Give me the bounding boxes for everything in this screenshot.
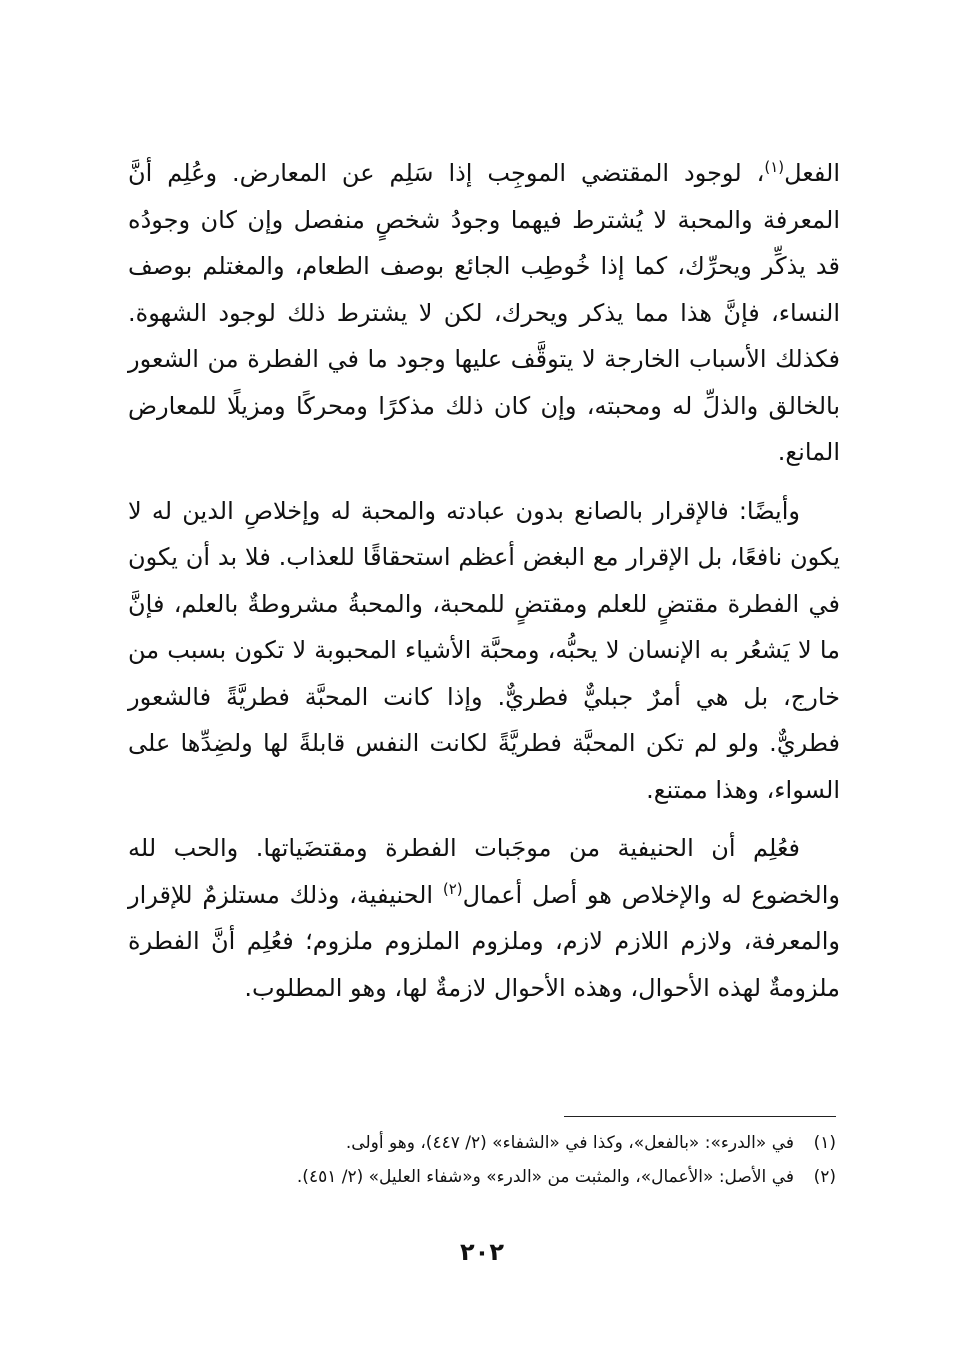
paragraph-1-part-1: الفعل <box>784 159 840 187</box>
footnote-number: (٢) <box>813 1167 836 1187</box>
footnotes <box>124 1126 836 1194</box>
page-number: ٢٠٢ <box>460 1238 504 1266</box>
paragraph-1-part-2: ، لوجود المقتضي الموجِب إذا سَلِم عن المعارض. وعُلِم أنَّ المعرفة والمحبة لا يُشترط فيهما وجودُ شخصٍ منفصل وإن كان وجودُه قد يذكِّر ويحرِّك، كما إذا خُوطِب الجائع بوصف الطعام، والمغتلم بوصف النساء، فإنَّ هذا مما يذكر ويحرك، لكن لا يشترط ذلك لوجود الشهوة. فكذلك الأسباب الخارجة لا يتوقَّف عليها وجود ما في الفطرة من الشعور بالخالق والذلِّ له ومحبته، وإن كان ذلك مذكرًا ومحركًا ومزيلًا للمعارض المانع. <box>128 159 840 466</box>
paragraph-3-part-2: الحنيفية، وذلك مستلزمٌ للإقرار والمعرفة، ولازم اللازم لازم، وملزوم الملزوم ملزوم؛ فعُلِم أنَّ الفطرة ملزومةٌ لهذه الأحوال، وهذه الأحوال لازمةٌ لها، وهو المطلوب. <box>128 880 840 1002</box>
footnote-ref-1: (١) <box>764 158 785 176</box>
footnote-text: في «الدرء»: «بالفعل»، وكذا في «الشفاء» (٢/ ٤٤٧)، وهو أولى. <box>345 1133 794 1153</box>
main-text <box>128 150 840 1011</box>
footnote-ref-2: (٢) <box>442 879 463 898</box>
footnote-text: في الأصل: «الأعمال»، والمثبت من «الدرء» و«شفاء العليل» (٢/ ٤٥١). <box>296 1167 794 1187</box>
paragraph-3-part-1: فعُلِم أن الحنيفية من موجَبات الفطرة ومقتضَياتها. والحب لله والخضوع له والإخلاص هو أصل أعمال <box>128 834 840 909</box>
paragraph-3 <box>128 825 840 1011</box>
paragraph-2: وأيضًا: فالإقرار بالصانع بدون عبادته والمحبة له وإخلاصِ الدين له لا يكون نافعًا، بل الإقرار مع البغض أعظم استحقاقًا للعذاب. فلا بد أن يكون في الفطرة مقتضٍ للعلم ومقتضٍ للمحبة، والمحبةُ مشروطةٌ بالعلم، فإنَّ ما لا يَشعُر به الإنسان لا يحبُّه، ومحبَّة الأشياء المحبوبة لا تكون بسبب من خارج، بل هي أمرٌ جبليٌّ فطريٌّ. وإذا كانت المحبَّة فطريَّةً فالشعور فطريٌّ. ولو لم تكن المحبَّة فطريَّةً لكانت النفس قابلةً لها ولضِدِّها على السواء، وهذا ممتنع. <box>128 496 840 804</box>
footnote-1 <box>124 1126 836 1160</box>
footnote-number: (١) <box>813 1133 836 1153</box>
footnote-separator <box>564 1116 836 1117</box>
paragraph-1 <box>128 150 840 476</box>
footnote-2 <box>124 1160 836 1194</box>
